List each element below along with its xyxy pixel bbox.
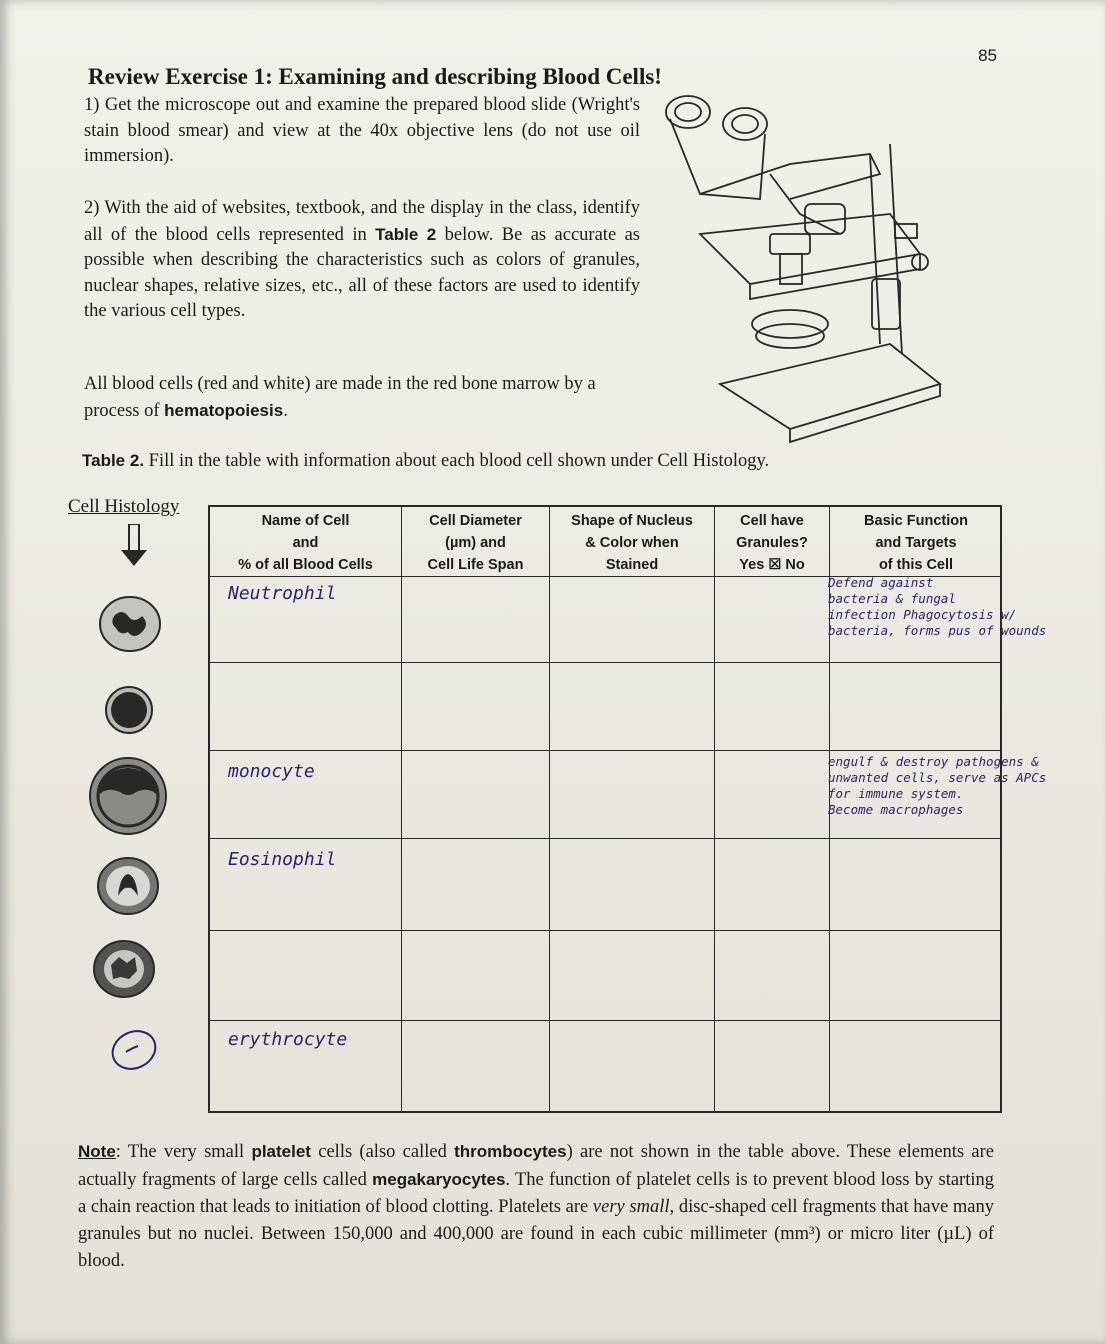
step-1-text: 1) Get the microscope out and examine the prepared blood slide (Wright's stain blood smear) and view at the 40x objective lens (do not use oil immersion). <box>84 95 640 166</box>
header-granules: Cell have Granules? Yes ☒ No <box>715 507 830 577</box>
header-nucleus-shape: Shape of Nucleus & Color when Stained <box>550 507 715 577</box>
row6-nucleus-cell[interactable] <box>550 1021 715 1111</box>
erythrocyte-image <box>108 1026 160 1074</box>
row1-diameter-cell[interactable] <box>402 577 550 663</box>
row5-nucleus-cell[interactable] <box>550 931 715 1021</box>
row3-nucleus-cell[interactable] <box>550 751 715 839</box>
row1-name: Neutrophil <box>228 583 337 604</box>
row1-function-notes: Defend against bacteria & fungal infection Phagocytosis w/ bacteria, forms pus of wounds <box>828 575 1047 638</box>
monocyte-image <box>88 756 168 836</box>
row6-name: erythrocyte <box>228 1029 348 1050</box>
row3-diameter-cell[interactable] <box>402 751 550 839</box>
row3-name-cell[interactable] <box>210 751 402 839</box>
row4-name-cell[interactable] <box>210 839 402 931</box>
row2-function-cell[interactable] <box>830 663 1002 751</box>
neutrophil-image <box>98 594 162 654</box>
row4-name: Eosinophil <box>228 849 337 870</box>
row2-name-cell[interactable] <box>210 663 402 751</box>
row1-nucleus-cell[interactable] <box>550 577 715 663</box>
row4-nucleus-cell[interactable] <box>550 839 715 931</box>
header-name-percent: Name of Cell and % of all Blood Cells <box>210 507 402 577</box>
lymphocyte-image <box>104 685 154 735</box>
basophil-image <box>93 939 155 999</box>
table-caption: Table 2. Fill in the table with information about each blood cell shown under Cell Histology. <box>82 451 770 471</box>
row6-diameter-cell[interactable] <box>402 1021 550 1111</box>
row3-function-notes: engulf & destroy pathogens & unwanted cells, serve as APCs for immune system. Become macrophages <box>828 754 1047 817</box>
header-diameter-lifespan: Cell Diameter (µm) and Cell Life Span <box>402 507 550 577</box>
page-number: 85 <box>978 46 997 65</box>
row6-function-cell[interactable] <box>830 1021 1002 1111</box>
row3-name: monocyte <box>228 761 315 782</box>
row2-diameter-cell[interactable] <box>402 663 550 751</box>
header-function: Basic Function and Targets of this Cell <box>830 507 1002 577</box>
row4-function-cell[interactable] <box>830 839 1002 931</box>
row5-diameter-cell[interactable] <box>402 931 550 1021</box>
row3-granules-cell[interactable] <box>715 751 830 839</box>
row1-granules-cell[interactable] <box>715 577 830 663</box>
cell-histology-label: Cell Histology <box>68 496 180 517</box>
platelet-note: Note: The very small platelet cells (also called thrombocytes) are not shown in the table above. These elements are actually fragments of large cells called megakaryocytes. The function of platelet cells is to prevent blood loss by starting a chain reaction that leads to initiation of blood clotting. Platelets are very small, disc-shaped cell fragments that have many granules but no nuclei. Between 150,000 and 400,000 are found in each cubic millimeter (mm³) or micro liter (µL) of blood. <box>78 1142 994 1271</box>
row5-granules-cell[interactable] <box>715 931 830 1021</box>
eosinophil-image <box>96 856 160 916</box>
row5-name-cell[interactable] <box>210 931 402 1021</box>
down-arrow-icon <box>117 524 151 568</box>
microscope-illustration <box>640 84 950 444</box>
marrow-text: All blood cells (red and white) are made in the red bone marrow by a process of hematopoiesis. <box>84 374 596 421</box>
row1-name-cell[interactable] <box>210 577 402 663</box>
row5-function-cell[interactable] <box>830 931 1002 1021</box>
row6-granules-cell[interactable] <box>715 1021 830 1111</box>
row4-diameter-cell[interactable] <box>402 839 550 931</box>
row4-granules-cell[interactable] <box>715 839 830 931</box>
row6-name-cell[interactable] <box>210 1021 402 1111</box>
row2-nucleus-cell[interactable] <box>550 663 715 751</box>
step-2-text: 2) With the aid of websites, textbook, and the display in the class, identify all of the blood cells represented in Table 2 below. Be as accurate as possible when describing the characteristics such as colors of granules, nuclear shapes, relative sizes, etc., all of these factors are used to identify the various cell types. <box>84 198 640 321</box>
row2-granules-cell[interactable] <box>715 663 830 751</box>
exercise-title: Review Exercise 1: Examining and describing Blood Cells! <box>88 64 662 89</box>
